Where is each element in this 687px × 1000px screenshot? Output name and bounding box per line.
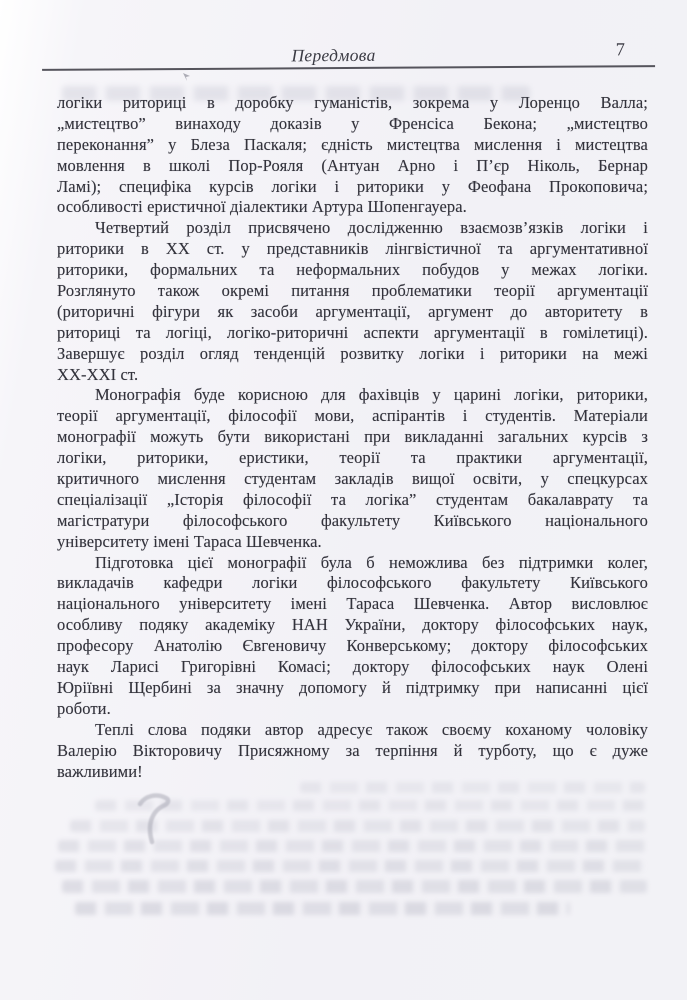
text-line: мовлення в школі Пор-Рояля (Антуан Арно і П’єр Ніколь, Бернар bbox=[57, 155, 648, 175]
text-line: риториці та логіці, логіко-риторичні аспекти аргументації в гомілетиці). bbox=[57, 322, 648, 342]
text-line: теорії аргументації, філософії мови, аспірантів і студентів. Матеріали bbox=[57, 406, 648, 426]
text-line: „мистецтво” винаходу доказів у Френсіса Бекона; „мистецтво bbox=[57, 113, 648, 133]
text-line: Валерію Вікторовичу Присяжному за терпіння й турботу, що є дуже bbox=[57, 740, 648, 760]
text-line: Теплі слова подяки автор адресує також своєму коханому чоловіку bbox=[95, 719, 648, 739]
text-line: критичного мислення студентам закладів вищої освіти, у спецкурсах bbox=[57, 469, 648, 489]
text-line: роботи. bbox=[57, 698, 111, 718]
bleedthrough-line bbox=[75, 902, 570, 915]
text-line: Монографія буде корисною для фахівців у царині логіки, риторики, bbox=[95, 385, 648, 405]
body-text bbox=[57, 93, 648, 782]
text-line: логіки риториці в доробку гуманістів, зокрема у Лоренцо Валла; bbox=[57, 93, 648, 112]
bleedthrough-line bbox=[70, 820, 645, 832]
text-line: переконання” у Блеза Паскаля; єдність мистецтва мислення і мистецтва bbox=[57, 134, 648, 154]
paragraph bbox=[57, 553, 648, 720]
running-title: Передмова bbox=[291, 44, 376, 66]
text-line: магістратури філософського факультету Київського національного bbox=[57, 510, 648, 530]
page-header bbox=[42, 40, 655, 71]
text-line: важливими! bbox=[57, 761, 143, 781]
text-line: Четвертий розділ присвячено дослідженню взаємозв’язків логіки і bbox=[95, 218, 648, 238]
text-line: Підготовка цієї монографії була б неможлива без підтримки колег, bbox=[95, 552, 648, 572]
text-line: логіки, риторики, еристики, теорії та практики аргументації, bbox=[57, 448, 648, 468]
bleedthrough-line bbox=[95, 800, 645, 811]
text-line: Завершує розділ огляд тенденцій розвитку логіки і риторики на межі bbox=[57, 343, 648, 363]
bleedthrough-line bbox=[300, 782, 645, 793]
text-line: Юріївні Щербині за значну допомогу й підтримку при написанні цієї bbox=[57, 677, 648, 697]
text-line: риторики в ХХ ст. у представників лінгвістичної та аргументативної bbox=[57, 239, 648, 259]
text-line: (риторичні фігури як засоби аргументації, аргумент до авторитету в bbox=[57, 301, 648, 321]
bleedthrough-line bbox=[62, 880, 647, 893]
text-line: викладачів кафедри логіки філософського факультету Київського bbox=[57, 573, 648, 593]
text-line: особливу подяку академіку НАН України, доктору філософських наук, bbox=[57, 615, 648, 635]
paragraph bbox=[57, 720, 648, 783]
text-line: національного університету імені Тараса Шевченка. Автор висловлює bbox=[57, 594, 648, 614]
text-line: Розглянуто також окремі питання проблематики теорії аргументації bbox=[57, 281, 648, 301]
paragraph bbox=[57, 385, 648, 552]
text-line: наук Ларисі Григорівні Комасі; доктору філософських наук Олені bbox=[57, 657, 648, 677]
text-line: спеціалізації „Історія філософії та логіка” студентам бакалаврату та bbox=[57, 489, 648, 509]
text-line: монографії можуть бути використані при викладанні загальних курсів з bbox=[57, 427, 648, 447]
paragraph bbox=[57, 218, 648, 385]
text-line: ХХ-ХХІ ст. bbox=[57, 364, 139, 384]
bleedthrough-line bbox=[55, 860, 647, 872]
ink-speck-icon bbox=[181, 71, 192, 82]
text-line: Ламі); специфіка курсів логіки і риторики у Феофана Прокоповича; bbox=[57, 176, 648, 196]
text-line: риторики, формальних та неформальних побудов у межах логіки. bbox=[57, 260, 648, 280]
paragraph bbox=[57, 93, 648, 218]
bleedthrough-line bbox=[58, 840, 648, 852]
text-line: університету імені Тараса Шевченка. bbox=[57, 531, 322, 551]
text-line: професору Анатолію Євгеновичу Конверському; доктору філософських bbox=[57, 636, 648, 656]
page-number: 7 bbox=[615, 40, 626, 61]
text-line: особливості еристичної діалектики Артура Шопенгауера. bbox=[57, 197, 467, 217]
